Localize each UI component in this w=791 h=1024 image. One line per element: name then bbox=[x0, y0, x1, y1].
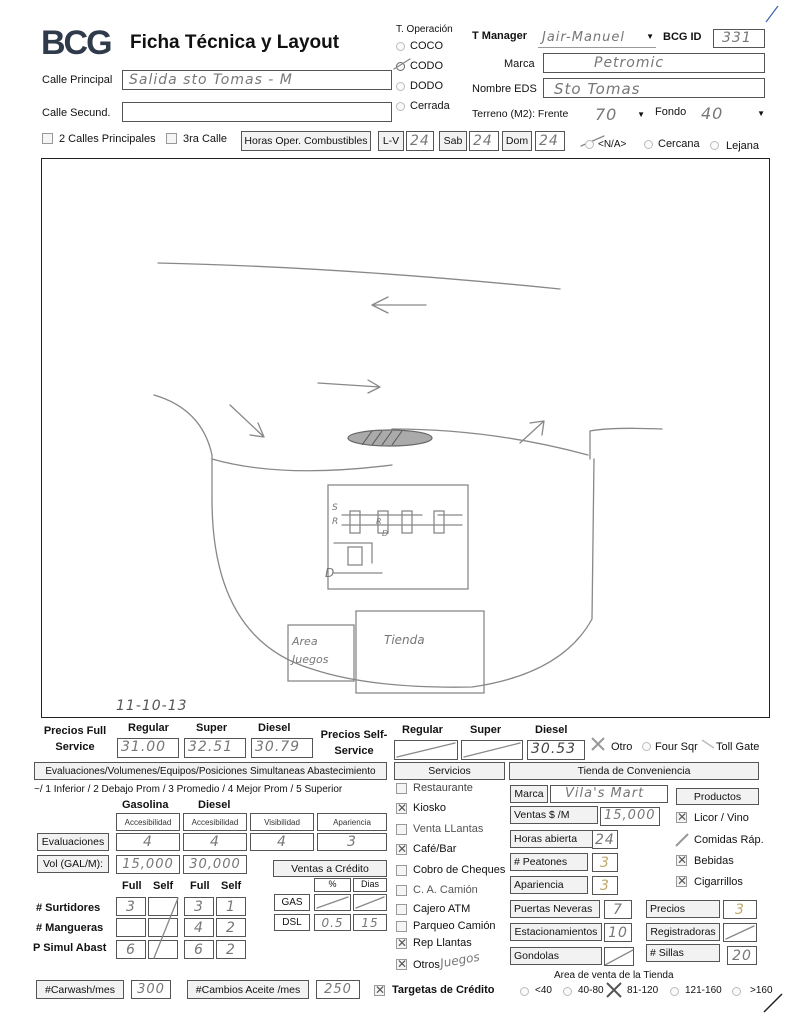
evaluaciones-button[interactable]: Evaluaciones bbox=[37, 833, 109, 851]
gas-credit-label: GAS bbox=[274, 894, 310, 911]
op-coco-label: COCO bbox=[410, 40, 443, 52]
scale-item: / bbox=[87, 784, 91, 795]
radio-area-40-80[interactable] bbox=[563, 987, 572, 996]
productos-header[interactable]: Productos bbox=[676, 788, 759, 805]
prox-na-label: <N/A> bbox=[598, 139, 627, 150]
corner-pen-mark bbox=[760, 990, 786, 1016]
vol-button[interactable]: Vol (GAL/M): bbox=[37, 855, 109, 873]
sketch-area-juegos: Area Juegos bbox=[292, 635, 329, 666]
scale-item: 3 Promedio bbox=[168, 784, 220, 795]
gas-pct-field[interactable] bbox=[314, 894, 351, 911]
sketch-tienda: Tienda bbox=[384, 633, 425, 647]
eval-visibilidad[interactable]: 4 bbox=[250, 833, 314, 851]
radio-four-sqr[interactable] bbox=[642, 742, 651, 751]
cafe-bar-label: Café/Bar bbox=[413, 843, 457, 855]
tercera-calle-checkbox[interactable] bbox=[166, 133, 177, 144]
horas-abierta-field[interactable]: 24 bbox=[592, 830, 618, 849]
full-diesel-value: 30.79 bbox=[255, 739, 301, 755]
cigarrillos-label: Cigarrillos bbox=[694, 876, 743, 888]
full-super-field[interactable] bbox=[184, 738, 246, 758]
area-81-120-check-mark bbox=[605, 981, 623, 999]
calle-secund-label: Calle Secund. bbox=[42, 107, 111, 119]
area-gt160-label: >160 bbox=[750, 985, 773, 996]
apariencia-field[interactable]: 3 bbox=[592, 876, 618, 895]
chevron-down-icon: ▼ bbox=[757, 109, 765, 118]
otros-label: Otros bbox=[413, 959, 440, 971]
area-40-80-label: 40-80 bbox=[578, 985, 604, 996]
col-accesibilidad-dsl: Accesibilidad bbox=[183, 813, 247, 831]
sab-field[interactable] bbox=[469, 131, 499, 151]
sketch-mid-d: D bbox=[382, 529, 389, 538]
sab-value: 24 bbox=[473, 133, 493, 149]
comidas-label: Comidas Ráp. bbox=[694, 834, 764, 846]
full-diesel-field[interactable] bbox=[251, 738, 313, 758]
estacionamientos-label[interactable]: Estacionamientos bbox=[510, 923, 602, 941]
peatones-label[interactable]: # Peatones bbox=[510, 853, 588, 871]
gas-dias-field[interactable] bbox=[353, 894, 387, 911]
tienda-marca-label[interactable]: Marca bbox=[510, 785, 548, 803]
puertas-neveras-field[interactable]: 7 bbox=[604, 900, 632, 919]
full-regular-value: 31.00 bbox=[121, 739, 167, 755]
calle-principal-label: Calle Principal bbox=[42, 74, 113, 86]
self-regular-field[interactable] bbox=[394, 740, 458, 760]
op-codo-label: CODO bbox=[410, 60, 443, 72]
kiosko-checkbox[interactable] bbox=[396, 803, 407, 814]
scale-item: / bbox=[222, 784, 225, 795]
surtidores-label: # Surtidores bbox=[36, 902, 101, 914]
sketch-mid-r: R bbox=[376, 517, 382, 526]
radio-area-121-160[interactable] bbox=[670, 987, 679, 996]
nombre-eds-field[interactable] bbox=[543, 78, 765, 98]
tienda-marca-field[interactable] bbox=[550, 785, 668, 803]
sketch-lane-d: D bbox=[325, 566, 335, 580]
horas-abierta-label[interactable]: Horas abierta bbox=[510, 830, 598, 848]
t-manager-value: Jair-Manuel bbox=[542, 30, 626, 45]
prox-cercana-label: Cercana bbox=[658, 138, 700, 150]
col-apariencia: Apariencia bbox=[317, 813, 387, 831]
dos-calles-label: 2 Calles Principales bbox=[59, 133, 156, 145]
registradoras-label[interactable]: Registradoras bbox=[646, 923, 720, 941]
radio-area-gt160[interactable] bbox=[732, 987, 741, 996]
surtidores-dsl-self[interactable]: 1 bbox=[216, 897, 246, 916]
restaurante-checkbox[interactable] bbox=[396, 783, 407, 794]
surtidores-gas-full[interactable]: 3 bbox=[116, 897, 146, 916]
eval-acc-gas[interactable]: 4 bbox=[116, 833, 180, 851]
radio-dodo[interactable] bbox=[396, 82, 405, 91]
area-121-160-label: 121-160 bbox=[685, 985, 722, 996]
lv-field[interactable] bbox=[406, 131, 434, 151]
puertas-neveras-label[interactable]: Puertas Neveras bbox=[510, 900, 600, 918]
diesel-header-self: Diesel bbox=[535, 724, 568, 736]
scale-item: 2 Debajo Prom bbox=[93, 784, 160, 795]
sillas-label[interactable]: # Sillas bbox=[646, 944, 720, 962]
estacionamientos-field[interactable]: 10 bbox=[604, 923, 632, 942]
gondolas-label[interactable]: Gondolas bbox=[510, 947, 602, 965]
ventas-credito-button[interactable]: Ventas a Crédito bbox=[273, 860, 387, 877]
ca-camion-checkbox[interactable] bbox=[396, 885, 407, 896]
pct-header: % bbox=[314, 878, 351, 892]
otros-value[interactable]: Juegos bbox=[439, 949, 481, 971]
radio-cercana[interactable] bbox=[644, 140, 653, 149]
gondolas-field[interactable] bbox=[604, 947, 634, 966]
marca-label: Marca bbox=[504, 58, 535, 70]
ventas-label[interactable]: Ventas $ /M bbox=[510, 806, 598, 824]
self-regular-strike bbox=[395, 741, 457, 759]
dsl-pct-field[interactable]: 0.5 bbox=[314, 914, 351, 931]
dias-header: Dias bbox=[353, 878, 387, 892]
simul-label: P Simul Abast bbox=[33, 942, 107, 954]
self-super-field[interactable] bbox=[461, 740, 523, 760]
calle-secund-field[interactable] bbox=[122, 102, 392, 122]
scale-item: 1 Inferior bbox=[45, 784, 85, 795]
self-diesel-field[interactable] bbox=[527, 740, 585, 760]
nombre-eds-label: Nombre EDS bbox=[472, 83, 537, 95]
op-dodo-label: DODO bbox=[410, 80, 443, 92]
fondo-field[interactable] bbox=[695, 103, 765, 123]
targetas-credito-checkbox[interactable] bbox=[374, 985, 385, 996]
dos-calles-checkbox[interactable] bbox=[42, 133, 53, 144]
full-header-gas: Full bbox=[122, 880, 142, 892]
bcg-logo: BCG bbox=[41, 24, 111, 62]
scale-item: / bbox=[290, 784, 294, 795]
marca-value: Petromic bbox=[594, 55, 665, 71]
cambios-aceite-field[interactable]: 250 bbox=[316, 980, 360, 999]
apariencia-label[interactable]: Apariencia bbox=[510, 876, 588, 894]
horas-oper-button[interactable]: Horas Oper. Combustibles bbox=[241, 131, 371, 151]
restaurante-label: Restaurante bbox=[413, 782, 473, 794]
simul-dsl-self[interactable]: 2 bbox=[216, 940, 246, 959]
regular-header-full: Regular bbox=[128, 722, 169, 734]
ventas-field[interactable] bbox=[600, 807, 660, 826]
terreno-frente-field[interactable] bbox=[585, 104, 645, 124]
simul-dsl-full[interactable]: 6 bbox=[184, 940, 214, 959]
ventas-value: 15,000 bbox=[604, 808, 656, 823]
self-gas-strike bbox=[150, 896, 180, 960]
radio-cerrada[interactable] bbox=[396, 102, 405, 111]
precios-label[interactable]: Precios bbox=[646, 900, 720, 918]
sketch-lane-s: S bbox=[332, 503, 338, 513]
super-header-self: Super bbox=[470, 724, 502, 736]
cobro-cheques-checkbox[interactable] bbox=[396, 865, 407, 876]
mangueras-dsl-full[interactable]: 4 bbox=[184, 918, 214, 937]
mangueras-dsl-self[interactable]: 2 bbox=[216, 918, 246, 937]
diesel-header-full: Diesel bbox=[258, 722, 291, 734]
bebidas-checkbox[interactable] bbox=[676, 855, 687, 866]
cigarrillos-checkbox[interactable] bbox=[676, 876, 687, 887]
cobro-cheques-label: Cobro de Cheques bbox=[413, 864, 506, 876]
carwash-label[interactable]: #Carwash/mes bbox=[36, 980, 124, 999]
fondo-label: Fondo bbox=[655, 106, 687, 118]
dsl-credit-label: DSL bbox=[274, 914, 310, 931]
licor-label: Licor / Vino bbox=[694, 812, 749, 824]
parqueo-camion-label: Parqueo Camión bbox=[413, 920, 496, 932]
self-header-gas: Self bbox=[153, 880, 174, 892]
page-title: Ficha Técnica y Layout bbox=[130, 32, 340, 53]
sketch-lane-r: R bbox=[332, 517, 339, 527]
peatones-field[interactable]: 3 bbox=[592, 853, 618, 872]
targetas-credito-label: Targetas de Crédito bbox=[392, 984, 495, 996]
self-diesel-value: 30.53 bbox=[531, 741, 577, 757]
area-81-120-label: 81-120 bbox=[627, 985, 659, 996]
sab-button[interactable]: Sab bbox=[439, 131, 467, 151]
carwash-field[interactable]: 300 bbox=[131, 980, 171, 999]
radio-na[interactable] bbox=[585, 140, 594, 149]
prox-lejana-label: Lejana bbox=[726, 140, 760, 152]
t-manager-field[interactable] bbox=[538, 28, 656, 48]
full-regular-field[interactable] bbox=[117, 738, 179, 758]
mangueras-label: # Mangueras bbox=[36, 922, 104, 934]
dom-field[interactable] bbox=[535, 131, 565, 151]
bcg-id-value: 331 bbox=[722, 30, 752, 46]
scale-item: 5 Superior bbox=[296, 784, 343, 795]
radio-coco[interactable] bbox=[396, 42, 405, 51]
cajero-atm-checkbox[interactable] bbox=[396, 904, 407, 915]
sketch-date: 11-10-13 bbox=[116, 698, 188, 714]
surtidores-dsl-full[interactable]: 3 bbox=[184, 897, 214, 916]
bcg-id-field[interactable] bbox=[713, 29, 765, 48]
gas-pct-strike bbox=[315, 895, 350, 910]
scale-item: ~/ bbox=[34, 784, 43, 795]
rep-llantas-checkbox[interactable] bbox=[396, 938, 407, 949]
eval-apariencia[interactable]: 3 bbox=[317, 833, 387, 851]
rep-llantas-label: Rep Llantas bbox=[413, 937, 472, 949]
four-sqr-label: Four Sqr bbox=[655, 741, 698, 753]
comidas-check-mark bbox=[674, 832, 690, 848]
registradoras-strike bbox=[724, 924, 756, 941]
calle-principal-value: Salida sto Tomas - M bbox=[129, 72, 293, 88]
tienda-marca-value: Vila's Mart bbox=[565, 786, 645, 801]
precios-field[interactable]: 3 bbox=[723, 900, 757, 919]
licor-checkbox[interactable] bbox=[676, 812, 687, 823]
venta-llantas-checkbox[interactable] bbox=[396, 824, 407, 835]
t-manager-label: T Manager bbox=[472, 30, 528, 42]
bebidas-label: Bebidas bbox=[694, 855, 734, 867]
dsl-dias-field[interactable]: 15 bbox=[353, 914, 387, 931]
dom-button[interactable]: Dom bbox=[502, 131, 532, 151]
chevron-down-icon: ▼ bbox=[646, 32, 654, 41]
gasolina-header: Gasolina bbox=[122, 799, 169, 811]
gas-dias-strike bbox=[354, 895, 386, 910]
nombre-eds-value: Sto Tomas bbox=[554, 80, 641, 98]
otro-check-mark bbox=[590, 736, 606, 752]
otros-checkbox[interactable] bbox=[396, 959, 407, 970]
diesel-header: Diesel bbox=[198, 799, 231, 811]
sillas-field[interactable]: 20 bbox=[727, 946, 757, 965]
simul-gas-full[interactable]: 6 bbox=[116, 940, 146, 959]
chevron-down-icon: ▼ bbox=[637, 110, 645, 119]
full-super-value: 32.51 bbox=[188, 739, 234, 755]
fondo-value: 40 bbox=[701, 104, 724, 123]
scale-legend bbox=[34, 784, 342, 795]
col-visibilidad: Visibilidad bbox=[250, 813, 314, 831]
tienda-header[interactable]: Tienda de Conveniencia bbox=[509, 762, 759, 780]
full-header-dsl: Full bbox=[190, 880, 210, 892]
calle-principal-field[interactable] bbox=[122, 70, 392, 90]
scale-item: 4 Mejor Prom bbox=[227, 784, 288, 795]
kiosko-label: Kiosko bbox=[413, 802, 447, 814]
area-lt40-label: <40 bbox=[535, 985, 552, 996]
vol-gasolina-field[interactable]: 15,000 bbox=[116, 855, 180, 874]
corner-pen-mark bbox=[762, 4, 782, 24]
tercera-calle-label: 3ra Calle bbox=[183, 133, 228, 145]
scale-item: / bbox=[162, 784, 166, 795]
radio-lejana[interactable] bbox=[710, 141, 719, 150]
terreno-frente-value: 70 bbox=[595, 105, 618, 124]
self-service-label: Precios Self-Service bbox=[320, 729, 388, 757]
self-header-dsl: Self bbox=[221, 880, 242, 892]
cambios-aceite-label[interactable]: #Cambios Aceite /mes bbox=[187, 980, 309, 999]
layout-sketch-area[interactable] bbox=[41, 158, 770, 718]
evaluaciones-header[interactable]: Evaluaciones/Volumenes/Equipos/Posiciones Simultaneas Abastecimiento bbox=[34, 762, 387, 780]
registradoras-field[interactable] bbox=[723, 923, 757, 942]
cajero-atm-label: Cajero ATM bbox=[413, 903, 471, 915]
full-service-label: Precios Full Service bbox=[43, 725, 107, 753]
gondolas-strike bbox=[605, 948, 633, 965]
venta-llantas-label: Venta LLantas bbox=[413, 823, 484, 835]
col-accesibilidad-gas: Accesibilidad bbox=[116, 813, 180, 831]
super-header-full: Super bbox=[196, 722, 228, 734]
parqueo-camion-checkbox[interactable] bbox=[396, 921, 407, 932]
radio-area-lt40[interactable] bbox=[520, 987, 529, 996]
mangueras-gas-full[interactable] bbox=[116, 918, 146, 937]
toll-gate-label: Toll Gate bbox=[716, 741, 760, 753]
op-cerrada-label: Cerrada bbox=[410, 100, 450, 112]
eval-acc-dsl[interactable]: 4 bbox=[183, 833, 247, 851]
lv-value: 24 bbox=[410, 133, 430, 149]
terreno-label: Terreno (M2): Frente bbox=[472, 108, 569, 120]
servicios-header[interactable]: Servicios bbox=[394, 762, 505, 780]
self-super-strike bbox=[462, 741, 522, 759]
bcg-id-label: BCG ID bbox=[663, 31, 702, 43]
lv-button[interactable]: L-V bbox=[378, 131, 404, 151]
cafe-bar-checkbox[interactable] bbox=[396, 844, 407, 855]
toll-gate-check-mark bbox=[700, 736, 716, 752]
area-venta-label: Area de venta de la Tienda bbox=[554, 970, 674, 981]
marca-field[interactable] bbox=[543, 53, 765, 73]
vol-diesel-field[interactable]: 30,000 bbox=[183, 855, 247, 874]
regular-header-self: Regular bbox=[402, 724, 443, 736]
dom-value: 24 bbox=[539, 133, 559, 149]
t-operacion-label: T. Operación bbox=[396, 24, 453, 35]
otro-label: Otro bbox=[611, 741, 633, 753]
ca-camion-label: C. A. Camión bbox=[413, 884, 478, 896]
